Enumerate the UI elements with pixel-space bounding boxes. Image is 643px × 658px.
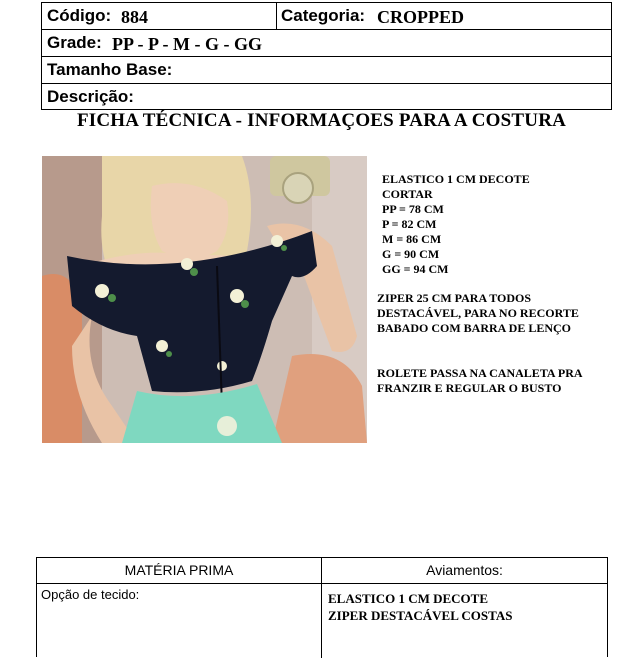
codigo-row [42,3,611,30]
aviamento-item: ELASTICO 1 CM DECOTE [328,591,488,606]
grade-label: Grade: [47,33,102,52]
tamanho-base-row [42,57,611,84]
note-line: ZIPER 25 CM PARA TODOS [377,291,532,305]
note-line: P = 82 CM [382,217,437,231]
materials-table-header [37,558,607,584]
product-photo-illustration [42,156,367,443]
codigo-value: 884 [121,7,148,27]
product-photo [42,156,367,443]
note-line: M = 86 CM [382,232,442,246]
categoria-value: CROPPED [377,7,464,27]
note-line: ELASTICO 1 CM DECOTE [382,172,530,186]
aviamento-item: ZIPER DESTACÁVEL COSTAS [328,608,513,623]
tamanho-base-label: Tamanho Base: [47,60,173,79]
product-info-form [41,2,612,110]
materia-prima-header: MATÉRIA PRIMA [124,562,234,578]
materials-table [36,557,608,657]
categoria-label: Categoria: [281,6,366,25]
note-line: BABADO COM BARRA DE LENÇO [377,321,572,335]
opcao-tecido-label: Opção de tecido: [41,587,140,602]
note-line: DESTACÁVEL, PARA NO RECORTE [377,306,579,320]
grade-value: PP - P - M - G - GG [112,34,262,54]
grade-row [42,30,611,57]
note-line: GG = 94 CM [382,262,449,276]
notes-zipper [377,291,579,336]
notes-elastic [382,172,530,277]
note-line: FRANZIR E REGULAR O BUSTO [377,381,562,395]
note-line: CORTAR [382,187,433,201]
aviamentos-header: Aviamentos: [426,562,503,578]
table-column-divider [321,558,322,658]
descricao-label: Descrição: [47,87,134,106]
notes-rolete [377,366,583,396]
row-divider [276,3,277,30]
note-line: ROLETE PASSA NA CANALETA PRA [377,366,583,380]
note-line: PP = 78 CM [382,202,444,216]
descricao-row [42,84,611,110]
codigo-label: Código: [47,6,112,25]
page-title: FICHA TÉCNICA - INFORMAÇOES PARA A COSTURA [76,110,567,131]
note-line: G = 90 CM [382,247,440,261]
